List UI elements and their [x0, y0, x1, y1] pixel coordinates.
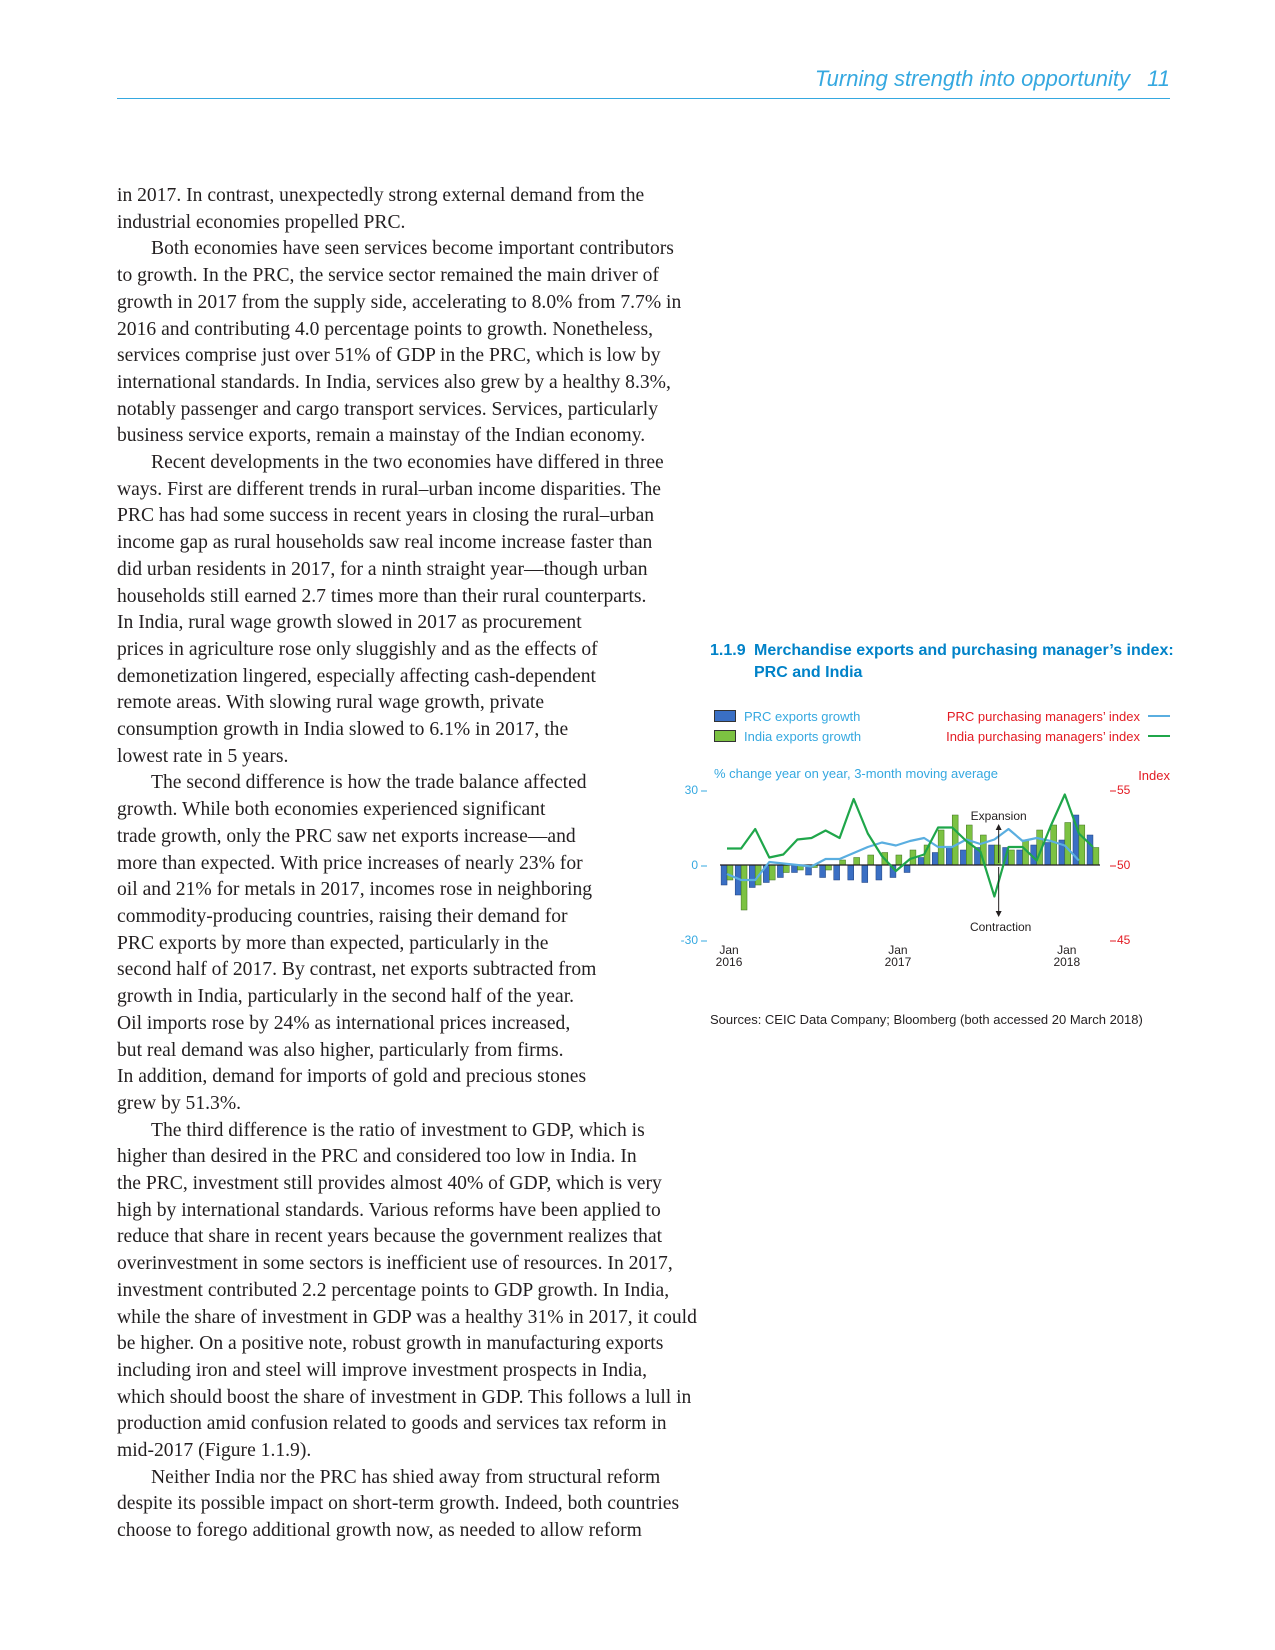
prc-exports-bar: [862, 865, 868, 883]
body-line: commodity-producing countries, raising their demand for: [117, 905, 568, 927]
body-line: trade growth, only the PRC saw net exports increase—and: [117, 825, 576, 847]
body-line: remote areas. With slowing rural wage growth, private: [117, 692, 545, 714]
body-line: oil and 21% for metals in 2017, incomes rose in neighboring: [117, 879, 593, 901]
body-line: Oil imports rose by 24% as international prices increased,: [117, 1012, 571, 1034]
page-header: [117, 62, 1170, 99]
prc-exports-bar: [848, 865, 854, 880]
prc-exports-bar: [791, 865, 797, 873]
prc-exports-bar: [876, 865, 882, 880]
legend-label-prc-exports: PRC exports growth: [744, 708, 861, 724]
legend-line-prc-pmi: [1148, 715, 1170, 717]
x-label-year: 2017: [884, 955, 912, 969]
india-exports-bar: [994, 845, 1000, 865]
unit-right: Index: [1138, 768, 1170, 783]
running-title: Turning strength into opportunity: [814, 66, 1130, 91]
legend-label-india-pmi: India purchasing managers’ index: [946, 728, 1140, 744]
body-line: to growth. In the PRC, the service sector remained the main driver of: [117, 265, 659, 287]
figure-title-text: Merchandise exports and purchasing manager’s index: PRC and India: [754, 642, 1174, 681]
body-line: mid-2017 (Figure 1.1.9).: [117, 1440, 312, 1462]
body-line: demonetization lingered, especially affecting cash-dependent: [117, 665, 596, 687]
expansion-arrow-head: [996, 824, 1002, 830]
right-tick-label: 55: [1117, 783, 1131, 797]
body-line: including iron and steel will improve investment prospects in India,: [117, 1359, 648, 1381]
x-label-month: Jan: [719, 943, 739, 957]
prc-exports-bar: [777, 865, 783, 878]
prc-exports-bar: [1045, 843, 1051, 866]
india-exports-bar: [896, 855, 902, 865]
contraction-arrow-head: [996, 911, 1002, 917]
body-line: high by international standards. Various reforms have been applied to: [117, 1199, 661, 1221]
x-label-year: 2016: [715, 955, 743, 969]
india-exports-bar: [769, 865, 775, 880]
chart-svg: [680, 783, 1180, 990]
left-tick-label: 30: [684, 783, 698, 797]
india-exports-bar: [840, 860, 846, 865]
figure-number: 1.1.9: [710, 642, 746, 659]
body-line: higher than desired in the PRC and considered too low in India. In: [117, 1146, 637, 1168]
prc-exports-bar: [820, 865, 826, 878]
body-line: households still earned 2.7 times more than their rural counterparts.: [117, 585, 647, 607]
body-line: PRC has had some success in recent years in closing the rural–urban: [117, 505, 655, 527]
legend-india-exports: [714, 726, 861, 746]
right-tick-label: 50: [1117, 858, 1131, 872]
prc-exports-bar: [960, 850, 966, 865]
x-label-month: Jan: [888, 943, 908, 957]
legend-left: [714, 706, 861, 746]
right-tick-label: 45: [1117, 933, 1131, 947]
body-line: PRC exports by more than expected, particularly in the: [117, 932, 549, 954]
legend-label-india-exports: India exports growth: [744, 728, 862, 744]
body-line: The third difference is the ratio of investment to GDP, which is: [151, 1119, 645, 1141]
body-line: but real demand was also higher, particularly from firms.: [117, 1039, 564, 1061]
body-line: growth. While both economies experienced significant: [117, 799, 546, 821]
india-exports-bar: [854, 858, 860, 866]
prc-exports-bar: [1017, 850, 1023, 865]
india-exports-bar: [1065, 823, 1071, 866]
body-line: international standards. In India, services also grew by a healthy 8.3%,: [117, 371, 671, 393]
body-line: business service exports, remain a mainstay of the Indian economy.: [117, 425, 646, 447]
india-exports-bar: [826, 865, 832, 870]
legend-line-india-pmi: [1148, 735, 1170, 737]
body-line: 2016 and contributing 4.0 percentage points to growth. Nonetheless,: [117, 318, 653, 340]
body-line: growth in India, particularly in the second half of the year.: [117, 986, 575, 1008]
india-exports-bar: [1051, 825, 1057, 865]
page-number: 11: [1147, 66, 1170, 91]
prc-exports-bar: [946, 848, 952, 866]
body-line: the PRC, investment still provides almost 40% of GDP, which is very: [117, 1173, 662, 1195]
prc-exports-bar: [989, 845, 995, 865]
india-exports-bar: [868, 855, 874, 865]
x-label-month: Jan: [1057, 943, 1077, 957]
body-line: choose to forego additional growth now, as needed to allow reform: [117, 1520, 642, 1542]
body-line: grew by 51.3%.: [117, 1092, 242, 1114]
body-line: industrial economies propelled PRC.: [117, 211, 406, 233]
india-exports-bar: [741, 865, 747, 910]
body-line: income gap as rural households saw real income increase faster than: [117, 532, 653, 554]
prc-exports-bar: [721, 865, 727, 885]
legend-right: [946, 706, 1170, 746]
left-tick-label: 0: [691, 858, 698, 872]
body-line: did urban residents in 2017, for a ninth straight year—though urban: [117, 558, 648, 580]
prc-exports-bar: [749, 865, 755, 888]
body-line: second half of 2017. By contrast, net exports subtracted from: [117, 959, 597, 981]
body-line: Recent developments in the two economies have differed in three: [151, 452, 664, 474]
india-exports-bar: [727, 865, 733, 880]
prc-exports-bar: [904, 865, 910, 873]
body-line: ways. First are different trends in rural–urban income disparities. The: [117, 478, 661, 500]
legend-prc-pmi: [946, 706, 1170, 726]
legend-label-prc-pmi: PRC purchasing managers’ index: [946, 708, 1140, 724]
body-line: lowest rate in 5 years.: [117, 745, 289, 767]
body-line: reduce that share in recent years because the government realizes that: [117, 1226, 663, 1248]
body-line: prices in agriculture rose only sluggishly and as the effects of: [117, 638, 598, 660]
india-exports-bar: [1079, 825, 1085, 865]
annotation-contraction: Contraction: [969, 920, 1032, 934]
figure-source: Sources: CEIC Data Company; Bloomberg (both accessed 20 March 2018): [710, 1012, 1143, 1027]
prc-exports-bar: [834, 865, 840, 880]
left-tick-label: -30: [680, 933, 698, 947]
legend-swatch-india: [714, 730, 736, 742]
legend-prc-exports: [714, 706, 861, 726]
body-line: investment contributed 2.2 percentage points to GDP growth. In India,: [117, 1279, 670, 1301]
body-line: growth in 2017 from the supply side, accelerating to 8.0% from 7.7% in: [117, 291, 682, 313]
body-line: while the share of investment in GDP was a healthy 31% in 2017, it could: [117, 1306, 697, 1328]
india-exports-bar: [1093, 848, 1099, 866]
body-line: Both economies have seen services become important contributors: [151, 238, 674, 260]
body-line: in 2017. In contrast, unexpectedly strong external demand from the: [117, 185, 645, 206]
body-line: be higher. On a positive note, robust growth in manufacturing exports: [117, 1333, 664, 1355]
body-line: In addition, demand for imports of gold and precious stones: [117, 1066, 587, 1088]
india-exports-bar: [952, 815, 958, 865]
body-line: which should boost the share of investment in GDP. This follows a lull in: [117, 1386, 692, 1408]
body-line: notably passenger and cargo transport services. Services, particularly: [117, 398, 658, 420]
body-line: The second difference is how the trade balance affected: [151, 772, 587, 794]
figure-1-1-9: [680, 640, 1180, 1040]
legend-india-pmi: [946, 726, 1170, 746]
prc-exports-bar: [1087, 835, 1093, 865]
body-line: overinvestment in some sectors is inefficient use of resources. In 2017,: [117, 1253, 673, 1275]
body-line: despite its possible impact on short-term growth. Indeed, both countries: [117, 1493, 680, 1515]
x-label-year: 2018: [1053, 955, 1081, 969]
body-text: [117, 183, 777, 1545]
india-exports-bar: [1009, 850, 1015, 865]
legend-swatch-prc: [714, 710, 736, 722]
body-line: production amid confusion related to goods and services tax reform in: [117, 1413, 667, 1435]
body-line: consumption growth in India slowed to 6.1% in 2017, the: [117, 719, 569, 741]
india-exports-bar: [783, 865, 789, 873]
prc-exports-bar: [932, 853, 938, 866]
prc-exports-bar: [918, 858, 924, 866]
unit-left: % change year on year, 3-month moving average: [714, 766, 999, 781]
body-line: Neither India nor the PRC has shied away from structural reform: [151, 1466, 661, 1488]
body-line: services comprise just over 51% of GDP in the PRC, which is low by: [117, 345, 661, 367]
annotation-expansion: Expansion: [970, 809, 1027, 823]
body-line: In India, rural wage growth slowed in 2017 as procurement: [117, 612, 582, 634]
body-line: more than expected. With price increases of nearly 23% for: [117, 852, 583, 874]
